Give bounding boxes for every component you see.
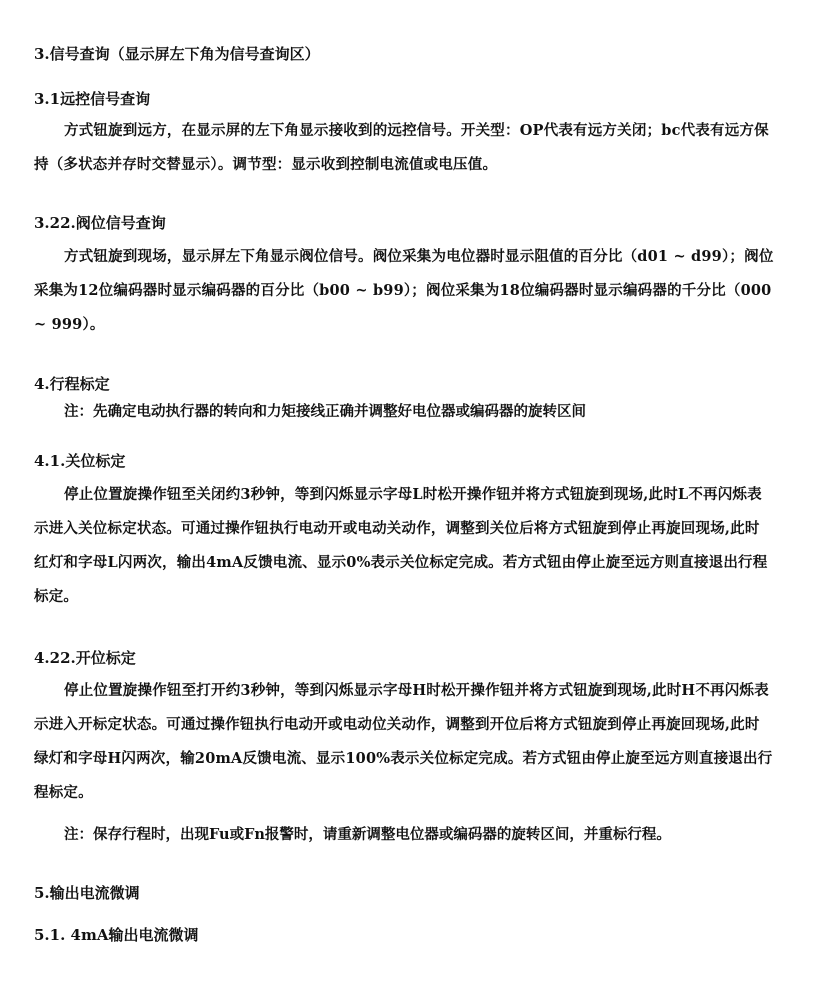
section-4-heading: 4.行程标定: [34, 375, 110, 393]
section-3-1-paragraph: 方式钮旋到远方，在显示屏的左下角显示接收到的远控信号。开关型：OP代表有远方关闭；bc代表有远方保持（多状态并存时交替显示）。调节型：显示收到控制电流值或电压值。: [34, 122, 769, 173]
section-3-1-heading: 3.1远控信号查询: [34, 90, 151, 108]
section-5-heading: 5.输出电流微调: [34, 884, 140, 902]
section-3-22-heading: 3.22.阀位信号查询: [34, 214, 166, 232]
section-4-22-paragraph: 停止位置旋操作钮至打开约3秒钟，等到闪烁显示字母H时松开操作钮并将方式钮旋到现场,此时H不再闪烁表示进入开标定状态。可通过操作钮执行电动开或电动位关动作，调整到开位后将方式钮旋到停止再旋回现场,此时绿灯和字母H闪两次，输20mA反馈电流、显示100%表示关位标定完成。若方式钮由停止旋至远方则直接退出行程标定。: [34, 682, 773, 801]
section-4-note: 注：先确定电动执行器的转向和力矩接线正确并调整好电位器或编码器的旋转区间: [64, 403, 586, 420]
section-5-1-heading: 5.1. 4mA输出电流微调: [34, 926, 199, 944]
section-3-heading: 3.信号查询（显示屏左下角为信号查询区）: [34, 45, 320, 63]
section-4-1-paragraph: 停止位置旋操作钮至关闭约3秒钟，等到闪烁显示字母L时松开操作钮并将方式钮旋到现场,此时L不再闪烁表示进入关位标定状态。可通过操作钮执行电动开或电动关动作，调整到关位后将方式钮旋到停止再旋回现场,此时红灯和字母L闪两次，输出4mA反馈电流、显示0%表示关位标定完成。若方式钮由停止旋至远方则直接退出行程标定。: [34, 486, 768, 605]
section-4-22-note: 注：保存行程时，出现Fu或Fn报警时，请重新调整电位器或编码器的旋转区间，并重标行程。: [64, 826, 671, 843]
section-3-22-paragraph: 方式钮旋到现场，显示屏左下角显示阀位信号。阀位采集为电位器时显示阻值的百分比（d01 ~ d99）；阀位采集为12位编码器时显示编码器的百分比（b00 ~ b99）；阀位采集为18位编码器时显示编码器的千分比（000 ~ 999）。: [34, 248, 774, 333]
section-4-22-heading: 4.22.开位标定: [34, 649, 136, 667]
section-4-1-heading: 4.1.关位标定: [34, 452, 126, 470]
